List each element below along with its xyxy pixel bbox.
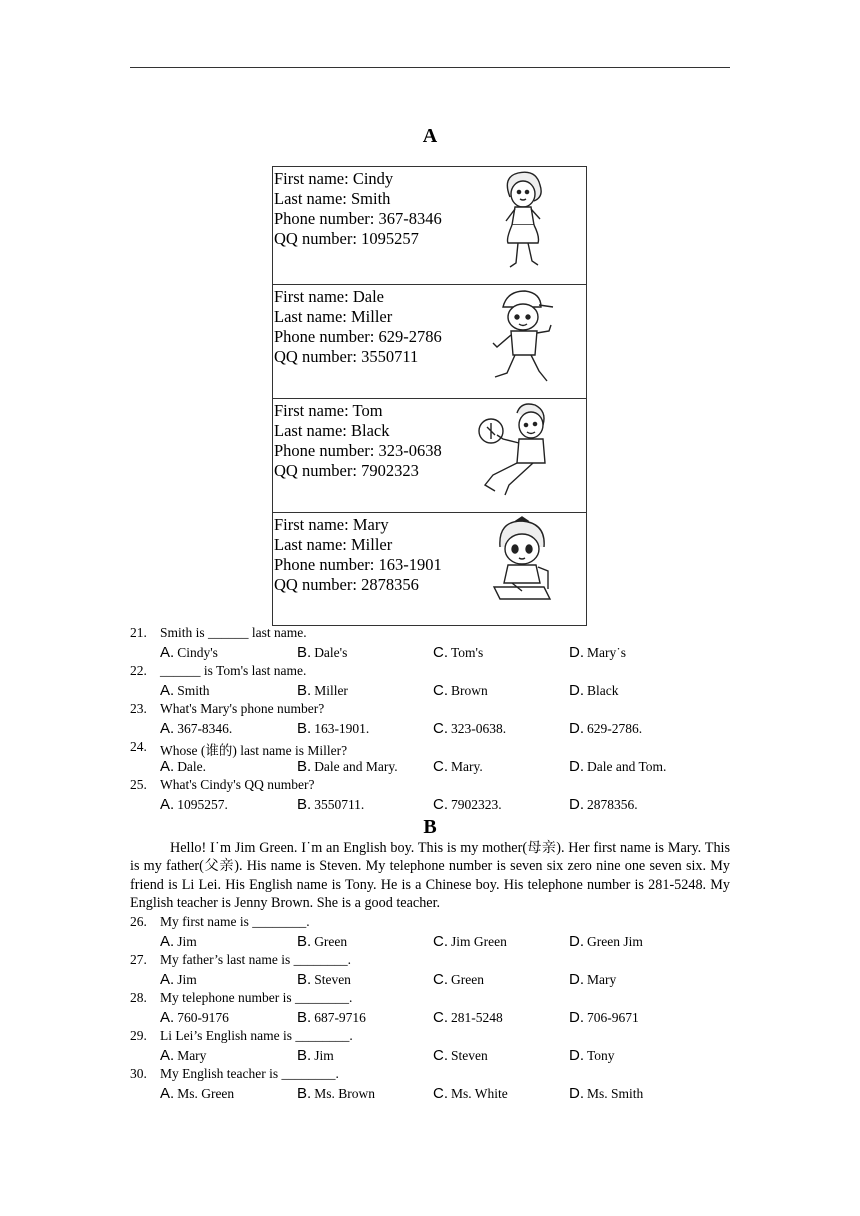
option-d[interactable]: D. Green Jim	[569, 933, 643, 950]
options-23	[130, 720, 730, 739]
qq-number: QQ number: 3550711	[274, 347, 419, 366]
option-c[interactable]: C. 323-0638.	[433, 720, 507, 737]
section-b-heading: B	[423, 816, 437, 838]
question-27	[130, 952, 730, 971]
profile-card-tom	[272, 398, 587, 513]
section-a-questions	[130, 625, 730, 815]
phone-number: Phone number: 323-0638	[274, 441, 442, 460]
option-d[interactable]: D. Dale and Tom.	[569, 758, 667, 775]
section-a-heading: A	[422, 125, 438, 147]
options-22	[130, 682, 730, 701]
question-number: 25.	[130, 777, 147, 792]
question-number: 22.	[130, 663, 147, 678]
question-22	[130, 663, 730, 682]
first-name: First name: Tom	[274, 401, 383, 420]
option-c[interactable]: C. 7902323.	[433, 796, 502, 813]
options-24	[130, 758, 730, 777]
option-b[interactable]: B. Dale's	[297, 644, 348, 661]
phone-number: Phone number: 629-2786	[274, 327, 442, 346]
option-b[interactable]: B. Jim	[297, 1047, 334, 1064]
question-stem: ______ is Tom's last name.	[160, 663, 307, 678]
option-d[interactable]: D. Mary	[569, 971, 617, 988]
question-30	[130, 1066, 730, 1085]
question-stem: Whose (谁的) last name is Miller?	[160, 743, 348, 758]
option-a[interactable]: A. Smith	[160, 682, 210, 699]
profile-cards	[272, 166, 587, 626]
section-b-questions	[130, 914, 730, 1104]
options-28	[130, 1009, 730, 1028]
question-28	[130, 990, 730, 1009]
option-b[interactable]: B. Miller	[297, 682, 348, 699]
boy-with-cap-illustration	[483, 285, 558, 395]
option-c[interactable]: C. Green	[433, 971, 484, 988]
question-number: 21.	[130, 625, 147, 640]
question-stem: My telephone number is ________.	[160, 990, 353, 1005]
reading-passage: Hello! I˙m Jim Green. I˙m an English boy. This is my mother(母亲). Her first name is Mary. This is my father(父亲). His name is Steven. My telephone number is seven six zero nine one seven six. My friend is Li Lei. His English name is Tony. He is a Chinese boy. His telephone number is 281-5248. My English teacher is Jenny Brown. She is a good teacher.	[130, 840, 730, 911]
option-a[interactable]: A. Mary	[160, 1047, 207, 1064]
option-d[interactable]: D. 706-9671	[569, 1009, 639, 1026]
question-number: 24.	[130, 739, 147, 754]
question-number: 23.	[130, 701, 147, 716]
question-number: 29.	[130, 1028, 147, 1043]
option-b[interactable]: B. Steven	[297, 971, 351, 988]
option-a[interactable]: A. Jim	[160, 971, 197, 988]
option-d[interactable]: D. Black	[569, 682, 619, 699]
question-number: 28.	[130, 990, 147, 1005]
option-d[interactable]: D. Tony	[569, 1047, 615, 1064]
question-stem: What's Cindy's QQ number?	[160, 777, 315, 792]
options-25	[130, 796, 730, 815]
qq-number: QQ number: 7902323	[274, 461, 419, 480]
option-c[interactable]: C. Jim Green	[433, 933, 507, 950]
option-b[interactable]: B. Ms. Brown	[297, 1085, 375, 1102]
first-name: First name: Dale	[274, 287, 384, 306]
option-a[interactable]: A. 367-8346.	[160, 720, 233, 737]
question-stem: My English teacher is ________.	[160, 1066, 339, 1081]
header-rule	[130, 67, 730, 68]
profile-card-dale	[272, 284, 587, 399]
options-27	[130, 971, 730, 990]
option-b[interactable]: B. 687-9716	[297, 1009, 366, 1026]
option-c[interactable]: C. Ms. White	[433, 1085, 508, 1102]
question-23	[130, 701, 730, 720]
question-number: 30.	[130, 1066, 147, 1081]
girl-walking-illustration	[488, 167, 558, 279]
first-name: First name: Cindy	[274, 169, 394, 188]
option-b[interactable]: B. 3550711.	[297, 796, 365, 813]
qq-number: QQ number: 1095257	[274, 229, 419, 248]
last-name: Last name: Miller	[274, 307, 393, 326]
question-stem: My first name is ________.	[160, 914, 310, 929]
option-d[interactable]: D. Mary˙s	[569, 644, 626, 661]
phone-number: Phone number: 367-8346	[274, 209, 442, 228]
boy-sitting-illustration	[473, 399, 558, 509]
option-d[interactable]: D. Ms. Smith	[569, 1085, 644, 1102]
option-a[interactable]: A. Ms. Green	[160, 1085, 235, 1102]
question-21	[130, 625, 730, 644]
option-c[interactable]: C. Steven	[433, 1047, 488, 1064]
question-26	[130, 914, 730, 933]
question-stem: My father’s last name is ________.	[160, 952, 351, 967]
option-b[interactable]: B. 163-1901.	[297, 720, 370, 737]
option-a[interactable]: A. Cindy's	[160, 644, 218, 661]
profile-card-cindy	[272, 166, 587, 285]
qq-number: QQ number: 2878356	[274, 575, 419, 594]
question-25	[130, 777, 730, 796]
option-c[interactable]: C. Tom's	[433, 644, 484, 661]
option-a[interactable]: A. 760-9176	[160, 1009, 229, 1026]
option-d[interactable]: D. 2878356.	[569, 796, 638, 813]
last-name: Last name: Black	[274, 421, 390, 440]
question-24	[130, 739, 730, 758]
option-c[interactable]: C. Mary.	[433, 758, 483, 775]
option-c[interactable]: C. 281-5248	[433, 1009, 503, 1026]
options-29	[130, 1047, 730, 1066]
option-a[interactable]: A. Jim	[160, 933, 197, 950]
options-21	[130, 644, 730, 663]
question-29	[130, 1028, 730, 1047]
question-number: 26.	[130, 914, 147, 929]
question-stem: Smith is ______ last name.	[160, 625, 307, 640]
option-d[interactable]: D. 629-2786.	[569, 720, 643, 737]
question-number: 27.	[130, 952, 147, 967]
girl-writing-illustration	[488, 513, 558, 605]
option-a[interactable]: A. 1095257.	[160, 796, 228, 813]
profile-card-mary	[272, 512, 587, 626]
option-b[interactable]: B. Dale and Mary.	[297, 758, 398, 775]
first-name: First name: Mary	[274, 515, 389, 534]
question-stem: Li Lei’s English name is ________.	[160, 1028, 353, 1043]
option-a[interactable]: A. Dale.	[160, 758, 207, 775]
last-name: Last name: Miller	[274, 535, 393, 554]
option-b[interactable]: B. Green	[297, 933, 348, 950]
options-30	[130, 1085, 730, 1104]
last-name: Last name: Smith	[274, 189, 391, 208]
options-26	[130, 933, 730, 952]
phone-number: Phone number: 163-1901	[274, 555, 442, 574]
option-c[interactable]: C. Brown	[433, 682, 488, 699]
question-stem: What's Mary's phone number?	[160, 701, 325, 716]
